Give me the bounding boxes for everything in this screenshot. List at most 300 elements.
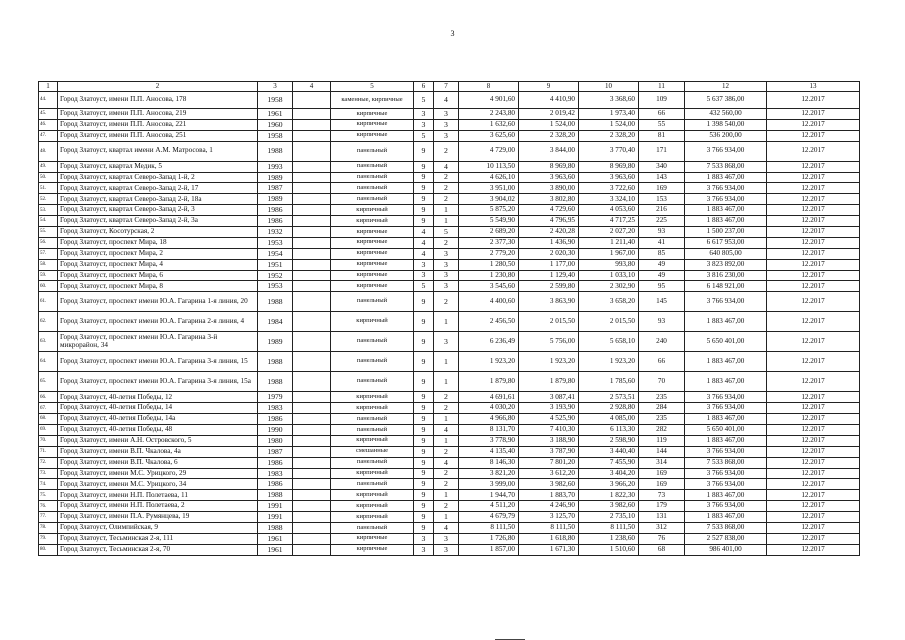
row-number: 60. bbox=[39, 281, 58, 292]
year-cell: 1988 bbox=[258, 141, 293, 161]
empty-cell bbox=[293, 414, 331, 425]
floors-cell: 9 bbox=[414, 523, 434, 534]
residents-cell: 312 bbox=[639, 523, 685, 534]
column-number-12: 12 bbox=[685, 82, 767, 92]
wall-material-cell: кирпичный bbox=[331, 512, 414, 523]
empty-cell bbox=[293, 270, 331, 281]
total-area-cell: 4 679,79 bbox=[459, 512, 519, 523]
premises-area-cell: 2 015,50 bbox=[579, 312, 639, 332]
entrances-cell: 2 bbox=[434, 237, 459, 248]
repair-cost-cell: 3 766 934,00 bbox=[685, 468, 767, 479]
residents-cell: 93 bbox=[639, 312, 685, 332]
completion-term-cell: 12.2017 bbox=[767, 544, 860, 555]
entrances-cell: 3 bbox=[434, 248, 459, 259]
year-cell: 1979 bbox=[258, 392, 293, 403]
repair-cost-cell: 7 533 868,00 bbox=[685, 523, 767, 534]
entrances-cell: 2 bbox=[434, 446, 459, 457]
repair-cost-cell: 986 401,00 bbox=[685, 544, 767, 555]
floors-cell: 9 bbox=[414, 194, 434, 205]
living-area-cell: 7 801,20 bbox=[519, 457, 579, 468]
wall-material-cell: панельный bbox=[331, 194, 414, 205]
wall-material-cell: кирпичные bbox=[331, 270, 414, 281]
floors-cell: 3 bbox=[414, 533, 434, 544]
year-cell: 1932 bbox=[258, 227, 293, 238]
table-row bbox=[39, 425, 860, 436]
table-row bbox=[39, 490, 860, 501]
table-row bbox=[39, 130, 860, 141]
repair-cost-cell: 3 766 934,00 bbox=[685, 392, 767, 403]
living-area-cell: 4 796,95 bbox=[519, 216, 579, 227]
completion-term-cell: 12.2017 bbox=[767, 281, 860, 292]
floors-cell: 9 bbox=[414, 403, 434, 414]
year-cell: 1991 bbox=[258, 512, 293, 523]
completion-term-cell: 12.2017 bbox=[767, 446, 860, 457]
floors-cell: 9 bbox=[414, 205, 434, 216]
empty-cell bbox=[293, 446, 331, 457]
living-area-cell: 5 756,00 bbox=[519, 332, 579, 352]
empty-cell bbox=[293, 227, 331, 238]
address-cell: Город Златоуст, имени М.С. Урицкого, 29 bbox=[58, 468, 258, 479]
year-cell: 1952 bbox=[258, 270, 293, 281]
premises-area-cell: 1 923,20 bbox=[579, 352, 639, 372]
row-number: 58. bbox=[39, 259, 58, 270]
floors-cell: 9 bbox=[414, 468, 434, 479]
year-cell: 1953 bbox=[258, 237, 293, 248]
column-number-3: 3 bbox=[258, 82, 293, 92]
premises-area-cell: 3 963,60 bbox=[579, 172, 639, 183]
completion-term-cell: 12.2017 bbox=[767, 172, 860, 183]
row-number: 46. bbox=[39, 119, 58, 130]
year-cell: 1991 bbox=[258, 501, 293, 512]
entrances-cell: 2 bbox=[434, 141, 459, 161]
table-row bbox=[39, 237, 860, 248]
floors-cell: 3 bbox=[414, 270, 434, 281]
total-area-cell: 5 549,90 bbox=[459, 216, 519, 227]
table-row bbox=[39, 92, 860, 109]
premises-area-cell: 3 966,20 bbox=[579, 479, 639, 490]
year-cell: 1986 bbox=[258, 205, 293, 216]
repair-cost-cell: 1 883 467,00 bbox=[685, 205, 767, 216]
empty-cell bbox=[293, 435, 331, 446]
floors-cell: 9 bbox=[414, 490, 434, 501]
total-area-cell: 1 230,80 bbox=[459, 270, 519, 281]
living-area-cell: 3 125,70 bbox=[519, 512, 579, 523]
wall-material-cell: кирпичные bbox=[331, 237, 414, 248]
entrances-cell: 3 bbox=[434, 332, 459, 352]
empty-cell bbox=[293, 119, 331, 130]
empty-cell bbox=[293, 425, 331, 436]
residents-cell: 143 bbox=[639, 172, 685, 183]
total-area-cell: 4 691,61 bbox=[459, 392, 519, 403]
row-number: 72. bbox=[39, 457, 58, 468]
total-area-cell: 8 146,30 bbox=[459, 457, 519, 468]
total-area-cell: 3 625,60 bbox=[459, 130, 519, 141]
page-number: 3 bbox=[450, 29, 455, 38]
empty-cell bbox=[293, 205, 331, 216]
completion-term-cell: 12.2017 bbox=[767, 414, 860, 425]
premises-area-cell: 2 735,10 bbox=[579, 512, 639, 523]
premises-area-cell: 7 455,90 bbox=[579, 457, 639, 468]
row-number: 69. bbox=[39, 425, 58, 436]
repair-cost-cell: 1 883 467,00 bbox=[685, 490, 767, 501]
column-number-2: 2 bbox=[58, 82, 258, 92]
living-area-cell: 2 328,20 bbox=[519, 130, 579, 141]
residents-cell: 73 bbox=[639, 490, 685, 501]
empty-cell bbox=[293, 332, 331, 352]
floors-cell: 4 bbox=[414, 227, 434, 238]
empty-cell bbox=[293, 183, 331, 194]
year-cell: 1958 bbox=[258, 92, 293, 109]
completion-term-cell: 12.2017 bbox=[767, 533, 860, 544]
entrances-cell: 1 bbox=[434, 490, 459, 501]
row-number: 70. bbox=[39, 435, 58, 446]
floors-cell: 9 bbox=[414, 216, 434, 227]
total-area-cell: 1 879,80 bbox=[459, 372, 519, 392]
living-area-cell: 2 599,80 bbox=[519, 281, 579, 292]
table-row bbox=[39, 270, 860, 281]
premises-area-cell: 2 302,90 bbox=[579, 281, 639, 292]
wall-material-cell: панельный bbox=[331, 141, 414, 161]
entrances-cell: 1 bbox=[434, 216, 459, 227]
wall-material-cell: панельный bbox=[331, 292, 414, 312]
column-number-8: 8 bbox=[459, 82, 519, 92]
residents-cell: 49 bbox=[639, 259, 685, 270]
entrances-cell: 4 bbox=[434, 161, 459, 172]
completion-term-cell: 12.2017 bbox=[767, 523, 860, 534]
residents-cell: 179 bbox=[639, 501, 685, 512]
year-cell: 1954 bbox=[258, 248, 293, 259]
completion-term-cell: 12.2017 bbox=[767, 109, 860, 120]
wall-material-cell: панельный bbox=[331, 352, 414, 372]
repair-cost-cell: 2 527 838,00 bbox=[685, 533, 767, 544]
entrances-cell: 1 bbox=[434, 372, 459, 392]
table-row bbox=[39, 183, 860, 194]
premises-area-cell: 4 085,00 bbox=[579, 414, 639, 425]
premises-area-cell: 3 404,20 bbox=[579, 468, 639, 479]
entrances-cell: 1 bbox=[434, 205, 459, 216]
wall-material-cell: кирпичный bbox=[331, 490, 414, 501]
floors-cell: 9 bbox=[414, 183, 434, 194]
year-cell: 1961 bbox=[258, 533, 293, 544]
floors-cell: 4 bbox=[414, 248, 434, 259]
table-row bbox=[39, 109, 860, 120]
total-area-cell: 1 944,70 bbox=[459, 490, 519, 501]
wall-material-cell: кирпичный bbox=[331, 501, 414, 512]
table-row bbox=[39, 332, 860, 352]
residents-cell: 340 bbox=[639, 161, 685, 172]
empty-cell bbox=[293, 490, 331, 501]
completion-term-cell: 12.2017 bbox=[767, 92, 860, 109]
premises-area-cell: 3 440,40 bbox=[579, 446, 639, 457]
year-cell: 1983 bbox=[258, 403, 293, 414]
total-area-cell: 4 400,60 bbox=[459, 292, 519, 312]
completion-term-cell: 12.2017 bbox=[767, 130, 860, 141]
table-row bbox=[39, 392, 860, 403]
total-area-cell: 3 951,00 bbox=[459, 183, 519, 194]
table-row bbox=[39, 435, 860, 446]
year-cell: 1987 bbox=[258, 183, 293, 194]
wall-material-cell: панельный bbox=[331, 425, 414, 436]
floors-cell: 9 bbox=[414, 172, 434, 183]
residents-cell: 131 bbox=[639, 512, 685, 523]
wall-material-cell: панельный bbox=[331, 414, 414, 425]
year-cell: 1953 bbox=[258, 281, 293, 292]
completion-term-cell: 12.2017 bbox=[767, 312, 860, 332]
address-cell: Город Златоуст, проспект имени Ю.А. Гагарина 1-я линия, 20 bbox=[58, 292, 258, 312]
premises-area-cell: 993,80 bbox=[579, 259, 639, 270]
living-area-cell: 2 015,50 bbox=[519, 312, 579, 332]
total-area-cell: 2 689,20 bbox=[459, 227, 519, 238]
completion-term-cell: 12.2017 bbox=[767, 141, 860, 161]
column-number-7: 7 bbox=[434, 82, 459, 92]
entrances-cell: 2 bbox=[434, 183, 459, 194]
row-number: 68. bbox=[39, 414, 58, 425]
residents-cell: 145 bbox=[639, 292, 685, 312]
repair-cost-cell: 3 766 934,00 bbox=[685, 403, 767, 414]
year-cell: 1989 bbox=[258, 332, 293, 352]
floors-cell: 3 bbox=[414, 109, 434, 120]
floors-cell: 9 bbox=[414, 392, 434, 403]
completion-term-cell: 12.2017 bbox=[767, 435, 860, 446]
entrances-cell: 4 bbox=[434, 92, 459, 109]
empty-cell bbox=[293, 161, 331, 172]
entrances-cell: 3 bbox=[434, 270, 459, 281]
row-number: 64. bbox=[39, 352, 58, 372]
repair-cost-cell: 1 883 467,00 bbox=[685, 172, 767, 183]
living-area-cell: 2 420,28 bbox=[519, 227, 579, 238]
living-area-cell: 8 111,50 bbox=[519, 523, 579, 534]
floors-cell: 5 bbox=[414, 130, 434, 141]
floors-cell: 9 bbox=[414, 414, 434, 425]
floors-cell: 9 bbox=[414, 141, 434, 161]
repair-cost-cell: 1 883 467,00 bbox=[685, 414, 767, 425]
address-cell: Город Златоуст, проспект Мира, 6 bbox=[58, 270, 258, 281]
wall-material-cell: кирпичные bbox=[331, 248, 414, 259]
residents-cell: 85 bbox=[639, 248, 685, 259]
completion-term-cell: 12.2017 bbox=[767, 205, 860, 216]
living-area-cell: 1 618,80 bbox=[519, 533, 579, 544]
address-cell: Город Златоуст, квартал Северо-Запад 1-й, 2 bbox=[58, 172, 258, 183]
floors-cell: 9 bbox=[414, 435, 434, 446]
year-cell: 1990 bbox=[258, 425, 293, 436]
repair-cost-cell: 1 883 467,00 bbox=[685, 352, 767, 372]
wall-material-cell: панельный bbox=[331, 161, 414, 172]
residents-cell: 240 bbox=[639, 332, 685, 352]
row-number: 67. bbox=[39, 403, 58, 414]
residents-cell: 282 bbox=[639, 425, 685, 436]
table-row bbox=[39, 119, 860, 130]
repair-cost-cell: 5 650 401,00 bbox=[685, 425, 767, 436]
residents-cell: 216 bbox=[639, 205, 685, 216]
address-cell: Город Златоуст, 40-летия Победы, 14а bbox=[58, 414, 258, 425]
premises-area-cell: 2 027,20 bbox=[579, 227, 639, 238]
total-area-cell: 5 875,20 bbox=[459, 205, 519, 216]
row-number: 49. bbox=[39, 161, 58, 172]
entrances-cell: 3 bbox=[434, 259, 459, 270]
table-row bbox=[39, 227, 860, 238]
total-area-cell: 2 779,20 bbox=[459, 248, 519, 259]
address-cell: Город Златоуст, 40-летия Победы, 48 bbox=[58, 425, 258, 436]
wall-material-cell: панельный bbox=[331, 457, 414, 468]
year-cell: 1958 bbox=[258, 130, 293, 141]
premises-area-cell: 1 238,60 bbox=[579, 533, 639, 544]
floors-cell: 9 bbox=[414, 446, 434, 457]
year-cell: 1986 bbox=[258, 457, 293, 468]
premises-area-cell: 1 785,60 bbox=[579, 372, 639, 392]
table-row bbox=[39, 446, 860, 457]
entrances-cell: 1 bbox=[434, 512, 459, 523]
repair-cost-cell: 3 766 934,00 bbox=[685, 194, 767, 205]
repair-cost-cell: 1 883 467,00 bbox=[685, 435, 767, 446]
row-number: 47. bbox=[39, 130, 58, 141]
living-area-cell: 2 019,42 bbox=[519, 109, 579, 120]
entrances-cell: 3 bbox=[434, 533, 459, 544]
row-number: 78. bbox=[39, 523, 58, 534]
row-number: 62. bbox=[39, 312, 58, 332]
entrances-cell: 5 bbox=[434, 227, 459, 238]
table-row bbox=[39, 414, 860, 425]
living-area-cell: 3 863,90 bbox=[519, 292, 579, 312]
address-cell: Город Златоуст, 40-летия Победы, 12 bbox=[58, 392, 258, 403]
address-cell: Город Златоуст, квартал Северо-Запад 2-й, 18а bbox=[58, 194, 258, 205]
completion-term-cell: 12.2017 bbox=[767, 403, 860, 414]
address-cell: Город Златоуст, проспект имени Ю.А. Гагарина 3-й микрорайон, 34 bbox=[58, 332, 258, 352]
address-cell: Город Златоуст, проспект Мира, 8 bbox=[58, 281, 258, 292]
row-number: 55. bbox=[39, 227, 58, 238]
table-row bbox=[39, 457, 860, 468]
table-row bbox=[39, 533, 860, 544]
living-area-cell: 1 436,90 bbox=[519, 237, 579, 248]
wall-material-cell: кирпичный bbox=[331, 216, 414, 227]
table-row bbox=[39, 281, 860, 292]
row-number: 44. bbox=[39, 92, 58, 109]
total-area-cell: 4 030,20 bbox=[459, 403, 519, 414]
living-area-cell: 1 177,00 bbox=[519, 259, 579, 270]
empty-cell bbox=[293, 259, 331, 270]
address-cell: Город Златоуст, Косотурская, 2 bbox=[58, 227, 258, 238]
row-number: 57. bbox=[39, 248, 58, 259]
year-cell: 1989 bbox=[258, 194, 293, 205]
residents-cell: 169 bbox=[639, 468, 685, 479]
column-number-6: 6 bbox=[414, 82, 434, 92]
row-number: 71. bbox=[39, 446, 58, 457]
total-area-cell: 4 901,60 bbox=[459, 92, 519, 109]
living-area-cell: 4 729,60 bbox=[519, 205, 579, 216]
empty-cell bbox=[293, 392, 331, 403]
entrances-cell: 4 bbox=[434, 425, 459, 436]
empty-cell bbox=[293, 281, 331, 292]
year-cell: 1983 bbox=[258, 468, 293, 479]
living-area-cell: 1 671,30 bbox=[519, 544, 579, 555]
empty-cell bbox=[293, 130, 331, 141]
row-number: 50. bbox=[39, 172, 58, 183]
floors-cell: 5 bbox=[414, 281, 434, 292]
column-number-4: 4 bbox=[293, 82, 331, 92]
address-cell: Город Златоуст, проспект Мира, 18 bbox=[58, 237, 258, 248]
table-row bbox=[39, 172, 860, 183]
repair-cost-cell: 3 766 934,00 bbox=[685, 479, 767, 490]
wall-material-cell: кирпичные bbox=[331, 533, 414, 544]
completion-term-cell: 12.2017 bbox=[767, 259, 860, 270]
living-area-cell: 3 844,00 bbox=[519, 141, 579, 161]
residents-cell: 284 bbox=[639, 403, 685, 414]
empty-cell bbox=[293, 544, 331, 555]
completion-term-cell: 12.2017 bbox=[767, 270, 860, 281]
repair-cost-cell: 1 398 540,00 bbox=[685, 119, 767, 130]
repair-cost-cell: 640 805,00 bbox=[685, 248, 767, 259]
entrances-cell: 2 bbox=[434, 292, 459, 312]
wall-material-cell: панельный bbox=[331, 172, 414, 183]
residents-cell: 66 bbox=[639, 109, 685, 120]
total-area-cell: 2 456,50 bbox=[459, 312, 519, 332]
completion-term-cell: 12.2017 bbox=[767, 352, 860, 372]
table-row bbox=[39, 544, 860, 555]
entrances-cell: 2 bbox=[434, 479, 459, 490]
premises-area-cell: 1 822,30 bbox=[579, 490, 639, 501]
repair-cost-cell: 3 766 934,00 bbox=[685, 141, 767, 161]
repair-cost-cell: 536 200,00 bbox=[685, 130, 767, 141]
premises-area-cell: 3 658,20 bbox=[579, 292, 639, 312]
address-cell: Город Златоуст, имени В.П. Чкалова, 6 bbox=[58, 457, 258, 468]
table-row bbox=[39, 216, 860, 227]
living-area-cell: 1 524,00 bbox=[519, 119, 579, 130]
row-number: 63. bbox=[39, 332, 58, 352]
row-number: 66. bbox=[39, 392, 58, 403]
year-cell: 1980 bbox=[258, 435, 293, 446]
total-area-cell: 1 857,00 bbox=[459, 544, 519, 555]
floors-cell: 9 bbox=[414, 425, 434, 436]
entrances-cell: 4 bbox=[434, 523, 459, 534]
floors-cell: 9 bbox=[414, 352, 434, 372]
total-area-cell: 8 131,70 bbox=[459, 425, 519, 436]
year-cell: 1988 bbox=[258, 372, 293, 392]
empty-cell bbox=[293, 194, 331, 205]
address-cell: Город Златоуст, квартал Северо-Запад 2-й, 3 bbox=[58, 205, 258, 216]
row-number: 54. bbox=[39, 216, 58, 227]
floors-cell: 9 bbox=[414, 372, 434, 392]
column-number-13: 13 bbox=[767, 82, 860, 92]
empty-cell bbox=[293, 403, 331, 414]
wall-material-cell: кирпичные bbox=[331, 544, 414, 555]
floors-cell: 9 bbox=[414, 501, 434, 512]
row-number: 61. bbox=[39, 292, 58, 312]
premises-area-cell: 4 053,60 bbox=[579, 205, 639, 216]
wall-material-cell: кирпичные bbox=[331, 109, 414, 120]
address-cell: Город Златоуст, имени П.П. Аносова, 251 bbox=[58, 130, 258, 141]
floors-cell: 9 bbox=[414, 312, 434, 332]
residents-cell: 235 bbox=[639, 392, 685, 403]
total-area-cell: 4 729,00 bbox=[459, 141, 519, 161]
repair-cost-cell: 5 650 401,00 bbox=[685, 332, 767, 352]
row-number: 73. bbox=[39, 468, 58, 479]
completion-term-cell: 12.2017 bbox=[767, 248, 860, 259]
living-area-cell: 3 963,60 bbox=[519, 172, 579, 183]
table-row bbox=[39, 352, 860, 372]
total-area-cell: 1 923,20 bbox=[459, 352, 519, 372]
wall-material-cell: кирпичный bbox=[331, 312, 414, 332]
floors-cell: 3 bbox=[414, 119, 434, 130]
table-row bbox=[39, 523, 860, 534]
premises-area-cell: 3 722,60 bbox=[579, 183, 639, 194]
premises-area-cell: 2 328,20 bbox=[579, 130, 639, 141]
living-area-cell: 3 188,90 bbox=[519, 435, 579, 446]
premises-area-cell: 8 969,80 bbox=[579, 161, 639, 172]
premises-area-cell: 3 770,40 bbox=[579, 141, 639, 161]
entrances-cell: 2 bbox=[434, 172, 459, 183]
residents-cell: 49 bbox=[639, 270, 685, 281]
residents-cell: 95 bbox=[639, 281, 685, 292]
year-cell: 1988 bbox=[258, 292, 293, 312]
